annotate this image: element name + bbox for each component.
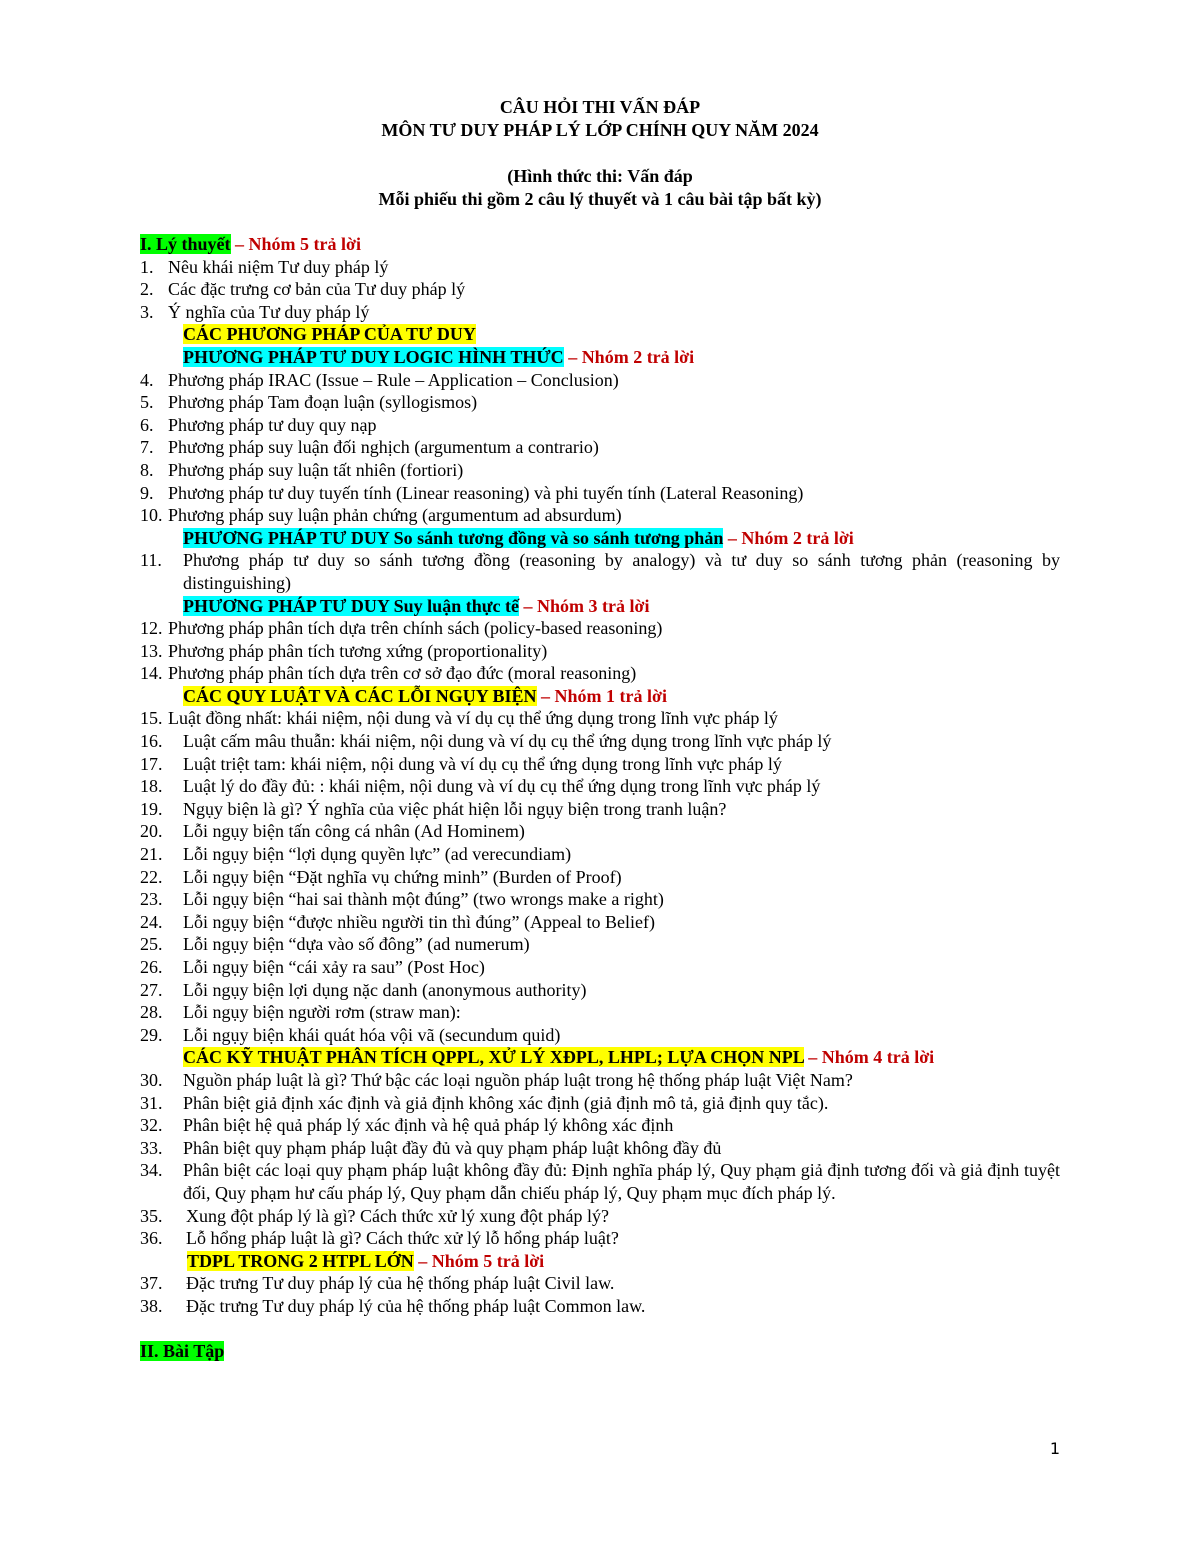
- list-item: 31. Phân biệt giả định xác định và giả định không xác định (giả định mô tả, giả định quy tắc).: [140, 1092, 829, 1113]
- page-number: 1: [1049, 1439, 1060, 1458]
- list-item: 24. Lỗi ngụy biện “được nhiều người tin thì đúng” (Appeal to Belief): [140, 911, 655, 932]
- section-title: II. Bài Tập: [140, 1341, 225, 1362]
- list-item: 33. Phân biệt quy phạm pháp luật đầy đủ và quy phạm pháp luật không đầy đủ: [140, 1137, 722, 1158]
- group-assignment: – Nhóm 5 trả lời: [230, 234, 361, 254]
- list-item: 22. Lỗi ngụy biện “Đặt nghĩa vụ chứng minh” (Burden of Proof): [140, 866, 622, 887]
- list-item: 12. Phương pháp phân tích dựa trên chính sách (policy-based reasoning): [140, 618, 663, 639]
- list-item: 25. Lỗi ngụy biện “dựa vào số đông” (ad numerum): [140, 934, 530, 955]
- techniques-heading: CÁC KỸ THUẬT PHÂN TÍCH QPPL, XỬ LÝ XĐPL, LHPL; LỰA CHỌN NPL – Nhóm 4 trả lời: [183, 1047, 935, 1068]
- list-item: 27. Lỗi ngụy biện lợi dụng nặc danh (anonymous authority): [140, 979, 587, 1000]
- section-heading-theory: [140, 233, 1060, 256]
- list-item: 18. Luật lý do đầy đủ: : khái niệm, nội dung và ví dụ cụ thể ứng dụng trong lĩnh vực pháp lý: [140, 776, 821, 797]
- section-title: I. Lý thuyết: [140, 234, 231, 254]
- list-item: 32. Phân biệt hệ quả pháp lý xác định và hệ quả pháp lý không xác định: [140, 1115, 674, 1136]
- list-item: 26. Lỗi ngụy biện “cái xảy ra sau” (Post Hoc): [140, 957, 485, 977]
- list-item: 6. Phương pháp tư duy quy nạp: [140, 414, 377, 435]
- section-heading-exercises: [140, 1340, 1060, 1363]
- list-item: 23. Lỗi ngụy biện “hai sai thành một đúng” (two wrongs make a right): [140, 889, 664, 910]
- list-item: 4. Phương pháp IRAC (Issue – Rule – Application – Conclusion): [140, 369, 619, 390]
- list-item: 38. Đặc trưng Tư duy pháp lý của hệ thống pháp luật Common law.: [140, 1295, 646, 1316]
- compare-heading: PHƯƠNG PHÁP TƯ DUY So sánh tương đồng và so sánh tương phản – Nhóm 2 trả lời: [183, 527, 854, 548]
- document-header: [0, 96, 1200, 211]
- exam-format: (Hình thức thi: Vấn đáp: [507, 166, 693, 186]
- list-item: 30. Nguồn pháp luật là gì? Thứ bậc các loại nguồn pháp luật trong hệ thống pháp luật Việt Nam?: [140, 1069, 853, 1090]
- document-body: [140, 233, 1060, 1363]
- list-item: 1. Nêu khái niệm Tư duy pháp lý: [140, 256, 389, 277]
- document-title: CÂU HỎI THI VẤN ĐÁP: [499, 97, 701, 117]
- laws-heading: CÁC QUY LUẬT VÀ CÁC LỖI NGỤY BIỆN – Nhóm 1 trả lời: [183, 685, 668, 706]
- practical-heading: PHƯƠNG PHÁP TƯ DUY Suy luận thực tế – Nhóm 3 trả lời: [183, 595, 650, 616]
- list-item: 8. Phương pháp suy luận tất nhiên (fortiori): [140, 459, 464, 480]
- list-item: 20. Lỗi ngụy biện tấn công cá nhân (Ad Hominem): [140, 821, 525, 842]
- list-item: 3. Ý nghĩa của Tư duy pháp lý: [140, 301, 370, 322]
- list-item: 36. Lỗ hổng pháp luật là gì? Cách thức xử lý lỗ hổng pháp luật?: [140, 1228, 619, 1249]
- list-item: 9. Phương pháp tư duy tuyến tính (Linear reasoning) và phi tuyến tính (Lateral Reasoning): [140, 482, 804, 503]
- list-item: 37. Đặc trưng Tư duy pháp lý của hệ thống pháp luật Civil law.: [140, 1273, 615, 1294]
- list-item: 14. Phương pháp phân tích dựa trên cơ sở đạo đức (moral reasoning): [140, 663, 637, 684]
- logic-heading: PHƯƠNG PHÁP TƯ DUY LOGIC HÌNH THỨC – Nhóm 2 trả lời: [183, 346, 695, 367]
- document-subtitle: MÔN TƯ DUY PHÁP LÝ LỚP CHÍNH QUY NĂM 2024: [381, 120, 819, 140]
- exam-format-detail: Mỗi phiếu thi gồm 2 câu lý thuyết và 1 câu bài tập bất kỳ): [378, 189, 822, 209]
- methods-heading: CÁC PHƯƠNG PHÁP CỦA TƯ DUY: [183, 324, 476, 345]
- list-item: 10. Phương pháp suy luận phản chứng (argumentum ad absurdum): [140, 505, 622, 526]
- list-item: 34. Phân biệt các loại quy phạm pháp luật không đầy đủ: Định nghĩa pháp lý, Quy phạm giả định tương đối và giả định tuyệt đối, Quy phạm hư cấu pháp lý, Quy phạm dẫn chiếu pháp lý, Quy phạm mục đích pháp lý.: [140, 1160, 1060, 1203]
- list-item: 28. Lỗi ngụy biện người rơm (straw man):: [140, 1002, 461, 1023]
- list-item: 13. Phương pháp phân tích tương xứng (proportionality): [140, 640, 548, 661]
- list-item: 7. Phương pháp suy luận đối nghịch (argumentum a contrario): [140, 437, 599, 458]
- list-item: 15. Luật đồng nhất: khái niệm, nội dung và ví dụ cụ thể ứng dụng trong lĩnh vực pháp lý: [140, 708, 778, 729]
- list-item: 16. Luật cấm mâu thuẫn: khái niệm, nội dung và ví dụ cụ thể ứng dụng trong lĩnh vực pháp lý: [140, 731, 832, 752]
- list-item: 29. Lỗi ngụy biện khái quát hóa vội vã (secundum quid): [140, 1024, 561, 1045]
- list-item: 17. Luật triệt tam: khái niệm, nội dung và ví dụ cụ thể ứng dụng trong lĩnh vực pháp lý: [140, 753, 782, 774]
- systems-heading: TDPL TRONG 2 HTPL LỚN – Nhóm 5 trả lời: [187, 1250, 545, 1271]
- list-item: 21. Lỗi ngụy biện “lợi dụng quyền lực” (ad verecundiam): [140, 844, 572, 865]
- list-item: 5. Phương pháp Tam đoạn luận (syllogismos): [140, 392, 478, 413]
- list-item: 35. Xung đột pháp lý là gì? Cách thức xử lý xung đột pháp lý?: [140, 1205, 609, 1226]
- list-item: 19. Ngụy biện là gì? Ý nghĩa của việc phát hiện lỗi ngụy biện trong tranh luận?: [140, 798, 727, 819]
- list-item: 11. Phương pháp tư duy so sánh tương đồng (reasoning by analogy) và tư duy so sánh tương phản (reasoning by distinguishing): [140, 550, 1060, 593]
- list-item: 2. Các đặc trưng cơ bản của Tư duy pháp lý: [140, 279, 466, 300]
